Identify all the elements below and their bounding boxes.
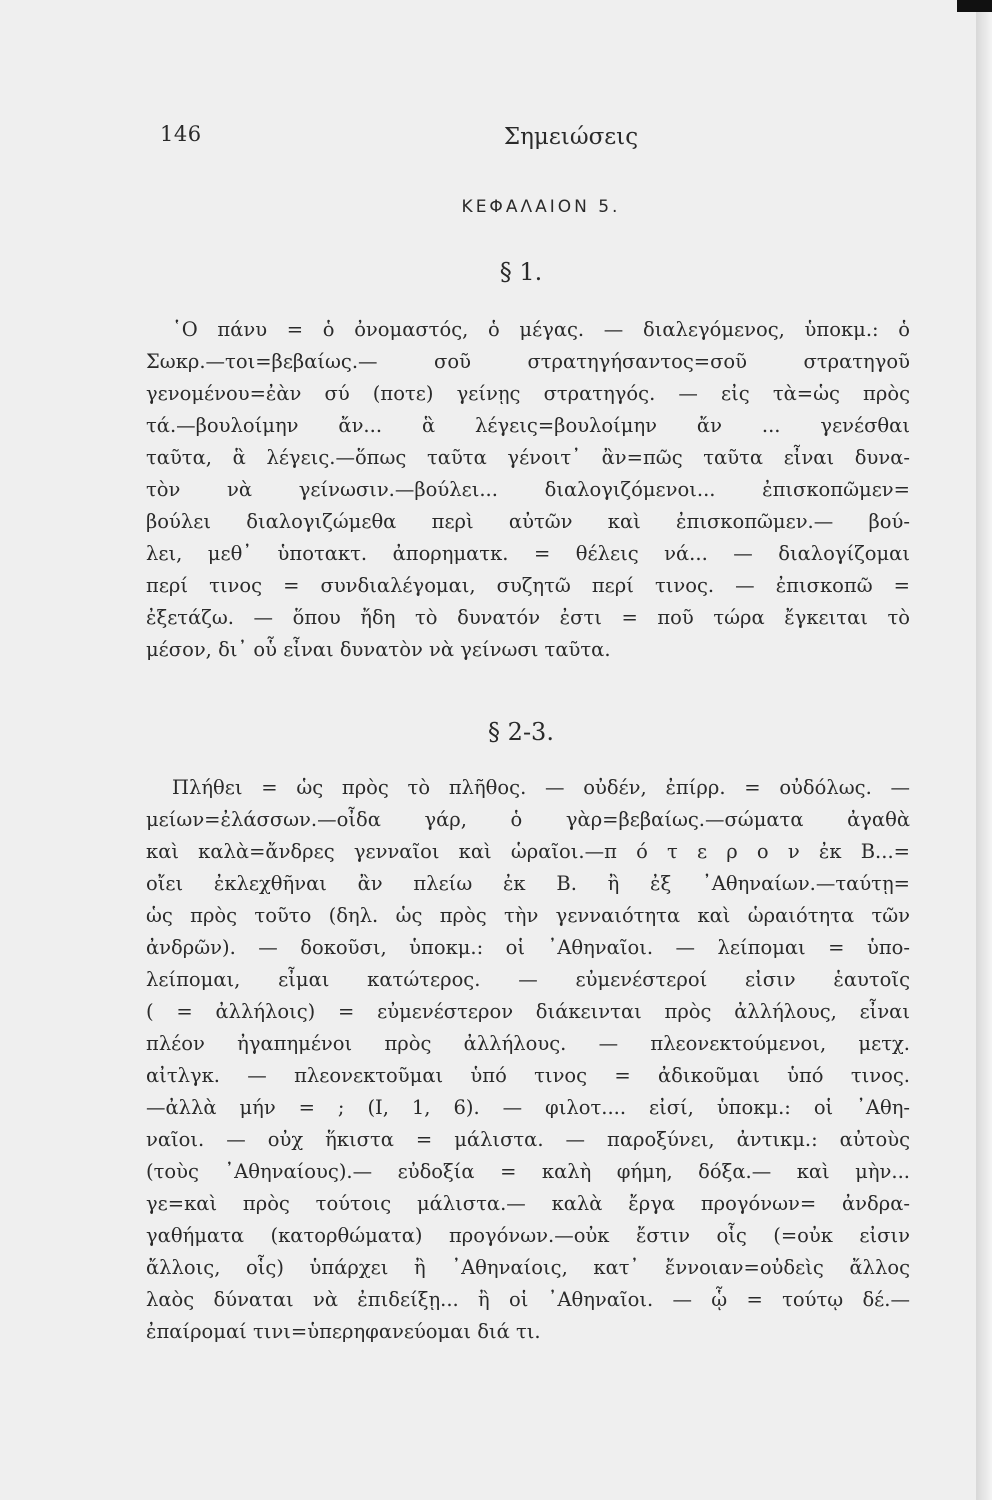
text-line: γε=καὶ πρὸς τούτοις μάλιστα.— καλὰ ἔργα προγόνων= ἀνδρα- <box>146 1192 910 1215</box>
text-line: βούλει διαλογιζώμεθα περὶ αὐτῶν καὶ ἐπισκοπῶμεν.— βού- <box>146 510 910 533</box>
text-line: Πλήθει = ὡς πρὸς τὸ πλῆθος. — οὐδέν, ἐπίρρ. = οὐδόλως. — <box>172 776 910 799</box>
text-line: μέσον, δι᾽ οὗ εἶναι δυνατὸν νὰ γείνωσι ταῦτα. <box>146 638 611 661</box>
text-line: ταῦτα, ἃ λέγεις.—ὅπως ταῦτα γένοιτ᾽ ἂν=πῶς ταῦτα εἶναι δυνα- <box>146 446 910 469</box>
text-line: ἀνδρῶν). — δοκοῦσι, ὑποκμ.: οἱ ᾽Αθηναῖοι. — λείπομαι = ὑπο- <box>146 936 910 959</box>
text-line: λαὸς δύναται νὰ ἐπιδείξῃ... ἢ οἱ ᾽Αθηναῖοι. — ᾧ = τούτῳ δέ.— <box>146 1288 910 1311</box>
text-line: γενομένου=ἐὰν σύ (ποτε) γείνῃς στρατηγός. — εἰς τὰ=ὡς πρὸς <box>146 382 910 405</box>
text-line: καὶ καλὰ=ἄνδρες γενναῖοι καὶ ὡραῖοι.—π ό τ ε ρ ο ν ἐκ Β...= <box>146 840 910 863</box>
scan-edge-mark <box>957 0 992 12</box>
text-line: περί τινος = συνδιαλέγομαι, συζητῶ περί τινος. — ἐπισκοπῶ = <box>146 574 910 597</box>
page-number: 146 <box>160 122 202 146</box>
text-line: ( = ἀλλήλοις) = εὐμενέστερον διάκεινται πρὸς ἀλλήλους, εἶναι <box>146 1000 910 1023</box>
text-line: Σωκρ.—τοι=βεβαίως.— σοῦ στρατηγήσαντος=σοῦ στρατηγοῦ <box>146 350 910 373</box>
text-line: πλέον ἠγαπημένοι πρὸς ἀλλήλους. — πλεονεκτούμενοι, μετχ. <box>146 1032 910 1055</box>
page-edge <box>976 0 992 1500</box>
text-line: ἐξετάζω. — ὅπου ἤδη τὸ δυνατόν ἐστι = ποῦ τώρα ἔγκειται τὸ <box>146 606 910 629</box>
running-head: Σημειώσεις <box>503 124 639 150</box>
section-heading: § 2-3. <box>488 718 554 746</box>
text-line: λείπομαι, εἶμαι κατώτερος. — εὐμενέστεροί εἰσιν ἑαυτοῖς <box>146 968 910 991</box>
text-line: τὸν νὰ γείνωσιν.—βούλει... διαλογιζόμενοι... ἐπισκοπῶμεν= <box>146 478 910 501</box>
chapter-title: ΚΕΦΑΛΑΙΟΝ 5. <box>461 197 621 217</box>
text-line: —ἀλλὰ μήν = ; (I, 1, 6). — φιλοτ.... εἰσί, ὑποκμ.: οἱ ᾽Αθη- <box>146 1096 910 1119</box>
text-line: ῾Ο πάνυ = ὁ ὀνομαστός, ὁ μέγας. — διαλεγόμενος, ὑποκμ.: ὁ <box>172 318 910 341</box>
text-line: ἄλλοις, οἷς) ὑπάρχει ἢ ᾽Αθηναίοις, κατ᾽ ἔννοιαν=οὐδεὶς ἄλλος <box>146 1256 910 1279</box>
text-line: λει, μεθ᾽ ὑποτακτ. ἀπορηματκ. = θέλεις νά... — διαλογίζομαι <box>146 542 910 565</box>
text-line: γαθήματα (κατορθώματα) προγόνων.—οὐκ ἔστιν οἷς (=οὐκ εἰσιν <box>146 1224 910 1247</box>
text-line: ἐπαίρομαί τινι=ὑπερηφανεύομαι διά τι. <box>146 1320 541 1343</box>
text-line: τά.—βουλοίμην ἄν... ἃ λέγεις=βουλοίμην ἄν ... γενέσθαι <box>146 414 910 437</box>
section-heading: § 1. <box>499 258 543 286</box>
text-line: μείων=ἐλάσσων.—οἶδα γάρ, ὁ γὰρ=βεβαίως.—σώματα ἀγαθὰ <box>146 808 910 831</box>
text-line: (τοὺς ᾽Αθηναίους).— εὐδοξία = καλὴ φήμη, δόξα.— καὶ μὴν... <box>146 1160 910 1183</box>
text-line: ὡς πρὸς τοῦτο (δηλ. ὡς πρὸς τὴν γενναιότητα καὶ ὡραιότητα τῶν <box>146 904 910 927</box>
text-line: οἴει ἐκλεχθῆναι ἂν πλείω ἐκ Β. ἢ ἐξ ᾽Αθηναίων.—ταύτῃ= <box>146 872 910 895</box>
text-line: αἰτλγκ. — πλεονεκτοῦμαι ὑπό τινος = ἀδικοῦμαι ὑπό τινος. <box>146 1064 910 1087</box>
text-line: ναῖοι. — οὐχ ἥκιστα = μάλιστα. — παροξύνει, ἀντικμ.: αὐτοὺς <box>146 1128 910 1151</box>
